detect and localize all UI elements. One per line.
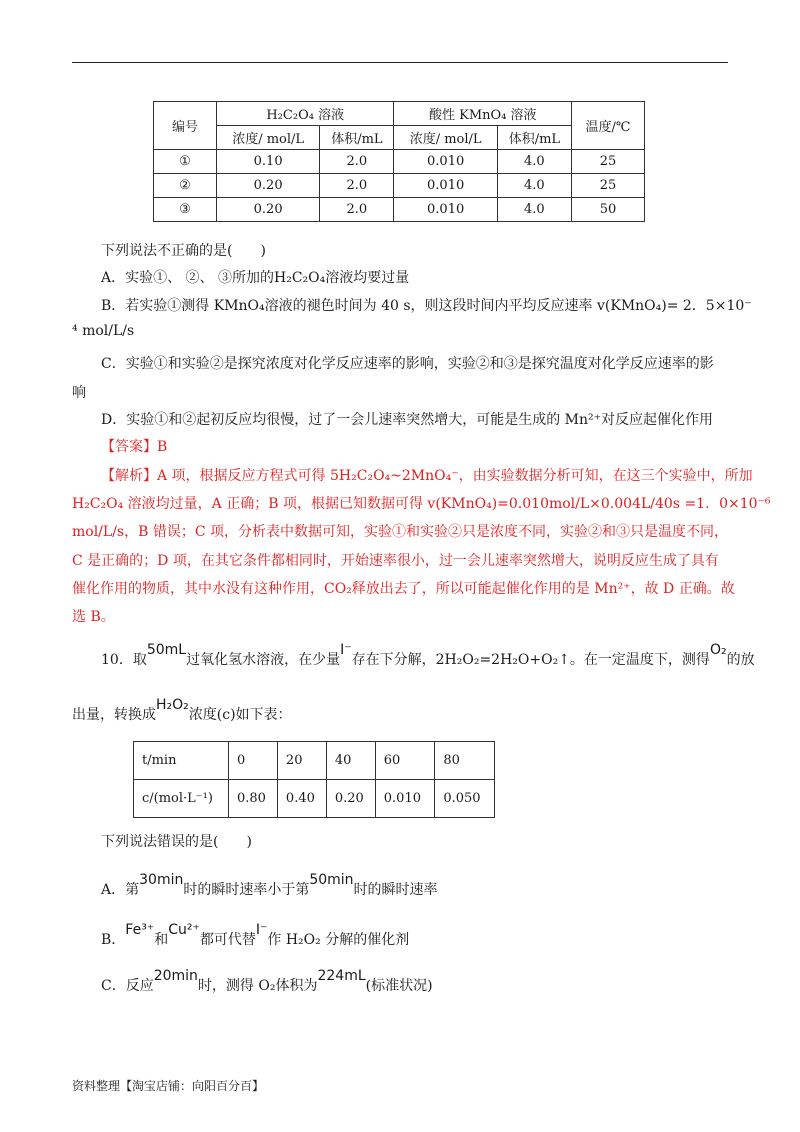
cell: 0.010: [394, 174, 497, 198]
q10-stem: 下列说法错误的是( ): [101, 834, 252, 850]
cell: ②: [154, 174, 217, 198]
time-20min: 20min: [153, 968, 198, 984]
table-row: [154, 150, 645, 174]
cell: 0.80: [229, 780, 278, 818]
cell: 0.10: [217, 150, 320, 174]
table-row: [134, 780, 495, 818]
text: A．第: [101, 882, 140, 898]
q10-line2: [72, 697, 292, 725]
cell: 40: [326, 742, 375, 780]
table-row: [134, 742, 495, 780]
cell: 50: [572, 198, 645, 222]
q9-option-c-line2: 响: [72, 385, 86, 401]
q9-option-d: D．实验①和②起初反应均很慢，过了一会儿速率突然增大，可能是生成的 Mn²⁺对反应起催化作用: [101, 412, 714, 428]
cell: 0.20: [217, 174, 320, 198]
th-h2c2o4: H₂C₂O₄ 溶液: [217, 102, 394, 126]
q9-option-c-line1: C．实验①和实验②是探究浓度对化学反应速率的影响，实验②和③是探究温度对化学反应速率的影: [101, 356, 714, 372]
text: 和: [154, 932, 169, 948]
cell: ③: [154, 198, 217, 222]
q10-option-c: [101, 968, 433, 996]
cell: t/min: [134, 742, 229, 780]
cell: 2.0: [320, 198, 394, 222]
text: (标准状况): [365, 978, 433, 994]
th-number: 编号: [154, 102, 217, 150]
q10-l2c: 浓度(c)如下表：: [188, 707, 292, 723]
cell: ①: [154, 150, 217, 174]
oxygen-symbol: O₂: [709, 642, 727, 658]
q9-answer: 【答案】B: [101, 439, 168, 455]
q9-option-a: A．实验①、 ②、 ③所加的H₂C₂O₄溶液均要过量: [101, 270, 410, 286]
q9-analysis-line4: C 是正确的；D 项，在其它条件都相同时，开始速率很小，过一会儿速率突然增大，说明反应生成了具有: [72, 553, 719, 569]
cell: 4.0: [497, 174, 571, 198]
text: C．反应: [101, 978, 154, 994]
table-row: [154, 198, 645, 222]
cell: 0: [229, 742, 278, 780]
cell: 2.0: [320, 150, 394, 174]
th-conc-2: 浓度/ mol/L: [394, 126, 497, 150]
th-vol-2: 体积/mL: [497, 126, 571, 150]
concentration-table: [133, 741, 495, 818]
text: 时，测得 O₂体积为: [197, 978, 318, 994]
volume-224ml: 224mL: [317, 968, 366, 984]
q9-analysis-line2: H₂C₂O₄ 溶液均过量，A 正确；B 项，根据已知数据可得 v(KMnO₄)=0.010mol/L×0.004L/40s =1．0×10⁻⁶: [72, 496, 771, 512]
q10-l1a: 10．取: [101, 652, 147, 668]
cell: 0.40: [277, 780, 326, 818]
q10-line1: [101, 642, 755, 670]
q9-option-b-line1: B．若实验①测得 KMnO₄溶液的褪色时间为 40 s，则这段时间内平均反应速率 v(KMnO₄)= 2．5×10⁻: [101, 298, 752, 314]
cell: 20: [277, 742, 326, 780]
q9-analysis-line6: 选 B。: [72, 609, 115, 625]
q10-l1c: 过氧化氢水溶液，在少量: [186, 652, 341, 668]
volume-50ml: 50mL: [146, 642, 187, 658]
text: 作 H₂O₂ 分解的催化剂: [267, 932, 410, 948]
q10-l1g: 的放: [726, 652, 755, 668]
text: B．: [101, 932, 126, 948]
cell: 4.0: [497, 150, 571, 174]
cell: 0.20: [217, 198, 320, 222]
h2o2-symbol: H₂O₂: [156, 697, 189, 713]
cell: 60: [375, 742, 435, 780]
cu2-symbol: Cu²⁺: [168, 922, 200, 938]
cell: 2.0: [320, 174, 394, 198]
q9-analysis-line1: 【解析】A 项，根据反应方程式可得 5H₂C₂O₄~2MnO₄⁻，由实验数据分析可知，在这三个实验中，所加: [101, 468, 753, 484]
cell: 4.0: [497, 198, 571, 222]
th-temp: 温度/℃: [572, 102, 645, 150]
time-30min: 30min: [139, 872, 184, 888]
experiment-table: [153, 101, 645, 222]
fe3-symbol: Fe³⁺: [125, 922, 155, 938]
q9-analysis-line3: mol/L/s，B 错误；C 项，分析表中数据可知，实验①和实验②只是浓度不同，实验②和③只是温度不同，: [72, 524, 728, 540]
iodide-symbol: I⁻: [255, 922, 268, 938]
table-row: [154, 174, 645, 198]
th-conc-1: 浓度/ mol/L: [217, 126, 320, 150]
q10-option-b: [101, 922, 410, 950]
q9-option-b-line2: ⁴ mol/L/s: [72, 323, 135, 339]
text: 都可代替: [199, 932, 256, 948]
time-50min: 50min: [309, 872, 354, 888]
cell: 0.010: [394, 198, 497, 222]
q9-analysis-line5: 催化作用的物质，其中水没有这种作用，CO₂释放出去了，所以可能起催化作用的是 Mn²⁺，故 D 正确。故: [72, 581, 735, 597]
cell: 0.20: [326, 780, 375, 818]
footer-source: 资料整理【淘宝店铺：向阳百分百】: [72, 1079, 265, 1093]
cell: 0.010: [375, 780, 435, 818]
cell: 25: [572, 174, 645, 198]
text: 时的瞬时速率小于第: [183, 882, 310, 898]
cell: 0.010: [394, 150, 497, 174]
cell: 25: [572, 150, 645, 174]
cell: c/(mol·L⁻¹): [134, 780, 229, 818]
text: 时的瞬时速率: [353, 882, 438, 898]
th-vol-1: 体积/mL: [320, 126, 394, 150]
cell: 80: [435, 742, 495, 780]
iodide-symbol: I⁻: [340, 642, 352, 658]
cell: 0.050: [435, 780, 495, 818]
header-rule: [72, 62, 728, 63]
q10-option-a: [101, 872, 438, 900]
th-kmno4: 酸性 KMnO₄ 溶液: [394, 102, 572, 126]
q9-stem: 下列说法不正确的是( ): [101, 243, 266, 259]
q10-l1e: 存在下分解，2H₂O₂=2H₂O+O₂↑。在一定温度下，测得: [351, 652, 710, 668]
q10-l2a: 出量，转换成: [72, 707, 156, 723]
